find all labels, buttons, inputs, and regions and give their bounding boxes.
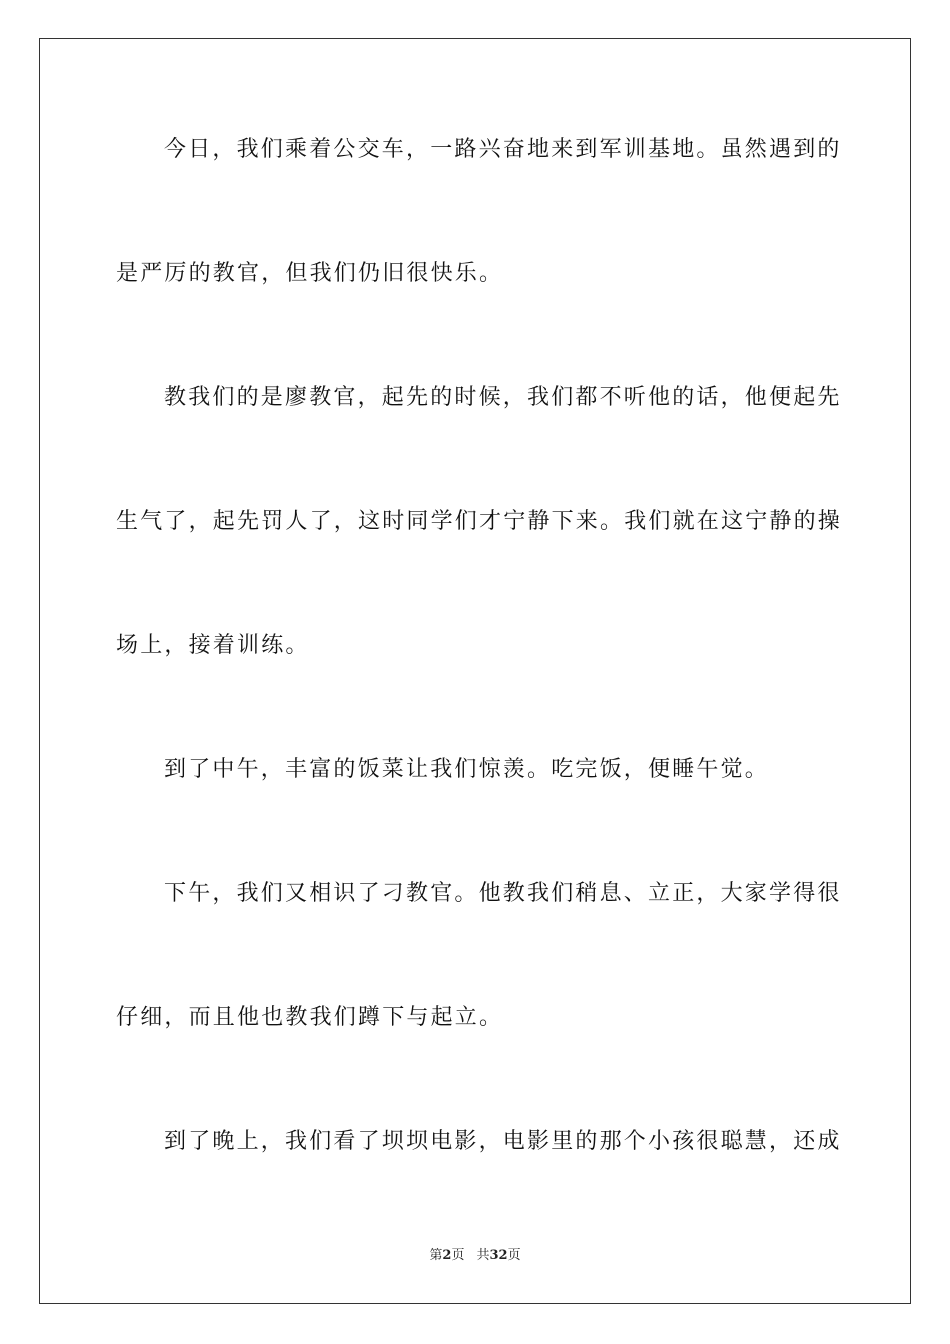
total-prefix: 共 xyxy=(476,1248,490,1263)
total-pages: 32 xyxy=(489,1248,508,1263)
paragraph-1-line-1: 今日，我们乘着公交车，一路兴奋地来到军训基地。虽然遇到的 xyxy=(164,137,842,162)
paragraph-2-line-3: 场上，接着训练。 xyxy=(116,633,310,658)
page-border xyxy=(39,38,911,1304)
paragraph-2-line-2: 生气了，起先罚人了，这时同学们才宁静下来。我们就在这宁静的操 xyxy=(116,509,843,534)
paragraph-3-line-1: 到了中午，丰富的饭菜让我们惊羡。吃完饭，便睡午觉。 xyxy=(164,757,770,782)
paragraph-4-line-1: 下午，我们又相识了刁教官。他教我们稍息、立正，大家学得很 xyxy=(164,881,842,906)
paragraph-2-line-1: 教我们的是廖教官，起先的时候，我们都不听他的话，他便起先 xyxy=(164,385,842,410)
paragraph-4-line-2: 仔细，而且他也教我们蹲下与起立。 xyxy=(116,1005,504,1030)
page-footer xyxy=(0,1246,950,1266)
total-suffix: 页 xyxy=(507,1248,521,1263)
page-number: 2 xyxy=(442,1248,452,1263)
page-suffix: 页 xyxy=(451,1248,465,1263)
paragraph-5-line-1: 到了晚上，我们看了坝坝电影，电影里的那个小孩很聪慧，还成 xyxy=(164,1129,842,1154)
paragraph-1-line-2: 是严厉的教官，但我们仍旧很快乐。 xyxy=(116,261,504,286)
page-prefix: 第 xyxy=(429,1248,443,1263)
